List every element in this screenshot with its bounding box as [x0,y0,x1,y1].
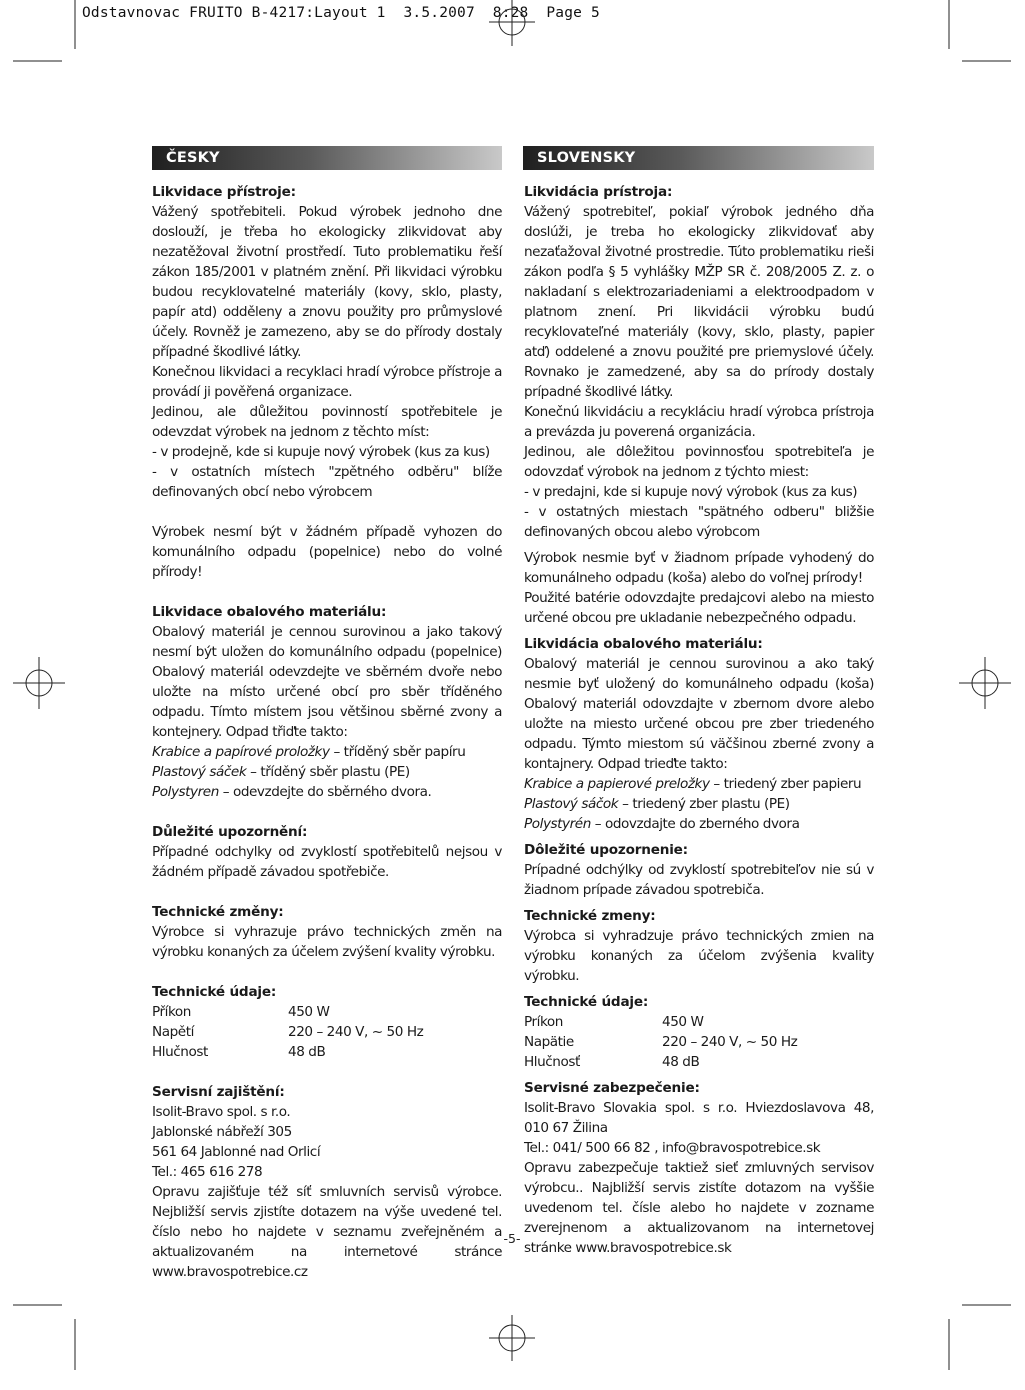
table-row [524,1052,797,1072]
sorting-row [524,794,874,814]
sorting-row [152,782,502,802]
paragraph: Obalový materiál je cennou surovinou a ako taký nesmie byť uložený do komunálneho odpadu (koša) Obalový materiál odovzdajte v zbernom dvore alebo uložte na miesto určené obcou pre zber triedeného odpadu. Týmto miestom sú väčšinou zberné zvony a kontajnery. Odpad trieďte takto: [524,656,874,772]
spec-value: 48 dB [288,1044,326,1060]
paragraph: Jedinou, ale dôležitou povinnosťou spotrebiteľa je odovzdať výrobok na jednom z týchto miest: [524,444,874,480]
paragraph: Výrobek nesmí být v žádném případě vyhozen do komunálního odpadu (popelnice) nebo do volné přírody! [152,524,502,580]
technical-data-table [152,1002,423,1062]
heading-technical-data: Technické údaje: [524,994,649,1010]
address-line: Isolit-Bravo spol. s r.o. [152,1104,291,1120]
heading-disposal: Likvidace přístroje: [152,184,296,200]
table-row [152,1022,423,1042]
spec-label: Napětí [152,1024,194,1040]
paragraph: Výrobce si vyhrazuje právo technických změn na výrobku konaných za účelem zvýšení kvality výrobku. [152,924,502,960]
paragraph: Konečnú likvidáciu a recykláciu hradí výrobca prístroja a prevázda ju poverená organizácia. [524,404,874,440]
section-header-slovak: SLOVENSKY [523,146,874,170]
spec-value: 48 dB [662,1054,700,1070]
sorting-target: – triedený zber papieru [709,776,862,792]
sorting-row [524,774,874,794]
paragraph: Jedinou, ale důležitou povinností spotřebitele je odevzdat výrobek na jednom z těchto míst: [152,404,502,440]
spec-label: Hlučnosť [524,1054,580,1070]
heading-technical-changes: Technické změny: [152,904,284,920]
slovak-column [524,146,874,1258]
paragraph: Případné odchylky od zvyklostí spotřebitelů nejsou v žádném případě závadou spotřebiče. [152,844,502,880]
list-item: - v ostatných miestach "spätného odberu" bližšie definovaných obcou alebo výrobcom [524,504,874,540]
technical-data-table [524,1012,797,1072]
spec-label: Príkon [524,1014,563,1030]
heading-warning: Důležité upozornění: [152,824,308,840]
address-line: Jablonské nábřeží 305 [152,1124,292,1140]
paragraph: Obalový materiál je cennou surovinou a jako takový nesmí být uložen do komunálního odpadu (popelnice) Obalový materiál odevzdejte ve sběrném dvoře nebo uložte na místo určené obcí pro sběr tříděného odpadu. Tímto místem jsou většinou sběrné zvony a kontejnery. Odpad třiďte takto: [152,624,502,740]
registration-mark-bottom [489,1315,535,1361]
list-item: - v ostatních místech "zpětného odběru" blíže definovaných obcí nebo výrobcem [152,464,502,500]
paragraph: Výrobca si vyhradzuje právo technických zmien na výrobku konaných za účelom zvýšenia kvality výrobku. [524,928,874,984]
sorting-target: – odevzdejte do sběrného dvora. [218,784,432,800]
czech-column [152,146,502,1282]
heading-service: Servisní zajištění: [152,1084,285,1100]
print-slug: Odstavnovac FRUITO B-4217:Layout 1 3.5.2007 8:28 Page 5 [82,5,600,21]
table-row [524,1032,797,1052]
spec-value: 450 W [288,1004,330,1020]
sorting-item: Polystyrén [524,816,591,832]
list-item: - v prodejně, kde si kupuje nový výrobek (kus za kus) [152,444,490,460]
table-row [152,1042,423,1062]
heading-technical-data: Technické údaje: [152,984,277,1000]
sorting-item: Polystyren [152,784,219,800]
heading-disposal: Likvidácia prístroja: [524,184,673,200]
paragraph: Konečnou likvidaci a recyklaci hradí výrobce přístroje a provádí ji pověřená organizace. [152,364,502,400]
address-line: Isolit-Bravo Slovakia spol. s r.o. Hviezdoslavova 48, 010 67 Žilina [524,1100,874,1136]
spec-label: Hlučnost [152,1044,208,1060]
phone-line: Tel.: 465 616 278 [152,1164,263,1180]
registration-mark-top [489,0,535,46]
registration-mark-left [13,657,65,709]
heading-technical-changes: Technické zmeny: [524,908,656,924]
table-row [152,1002,423,1022]
heading-packaging: Likvidácia obalového materiálu: [524,636,763,652]
address-line: 561 64 Jablonné nad Orlicí [152,1144,321,1160]
contact-line: Tel.: 041/ 500 66 82 , info@bravospotrebice.sk [524,1140,821,1156]
sorting-row [152,762,502,782]
paragraph: Výrobok nesmie byť v žiadnom prípade vyhodený do komunálneho odpadu (koša) alebo do voľnej prírody! [524,550,874,586]
paragraph: Vážený spotrebiteľ, pokiaľ výrobok jedného dňa doslúži, je treba ho ekologicky zlikvidovať aby nezaťažoval životné prostredie. Túto problematiku rieši zákon podľa § 5 vyhlášky MŽP SR č. 208/2005 Z. z. o nakladaní s elektrozariadeniami a elektroodpadom v platnom znení. Pri likvidácii výrobku budú recyklovateľné materiály (kovy, sklo, plasty, papier atď) oddelené a znovu použité pre priemyslové účely. Rovnako je zamedzené, aby sa do prírody dostaly prípadné škodlivé látky. [524,204,874,400]
heading-warning: Dôležité upozornenie: [524,842,688,858]
paragraph: Opravu zajišťuje též síť smluvních servisů výrobce. Nejbližší servis zjistíte dotazem na výše uvedené tel. číslo nebo ho najdete v seznamu zveřejněném a aktualizovaném na internetové stránce www.bravospotrebice.cz [152,1184,502,1280]
spec-label: Napätie [524,1034,574,1050]
sorting-target: – tříděný sběr papíru [329,744,466,760]
spec-label: Příkon [152,1004,191,1020]
heading-service: Servisné zabezpečenie: [524,1080,700,1096]
sorting-target: – tříděný sběr plastu (PE) [246,764,410,780]
page-number: -5- [503,1231,521,1246]
spec-value: 220 – 240 V, ~ 50 Hz [288,1024,424,1040]
spec-value: 220 – 240 V, ~ 50 Hz [662,1034,798,1050]
section-header-czech: ČESKY [152,146,502,170]
sorting-item: Krabice a papírové proložky [152,744,330,760]
paragraph: Vážený spotřebiteli. Pokud výrobek jednoho dne doslouží, je třeba ho ekologicky zlikvidovat aby nezatěžoval životní prostředí. Tuto problematiku řeší zákon 185/2001 v platném znění. Při likvidaci výrobku budou recyklovatelné materiály (kovy, sklo, plasty, papír atd) odděleny a znovu použity pro průmyslové účely. Rovněž je zamezeno, aby se do přírody dostaly případné škodlivé látky. [152,204,502,360]
sorting-target: – triedený zber plastu (PE) [618,796,790,812]
registration-mark-right [959,657,1011,709]
sorting-row [524,814,874,834]
spec-value: 450 W [662,1014,704,1030]
heading-packaging: Likvidace obalového materiálu: [152,604,387,620]
list-item: - v predajni, kde si kupuje nový výrobok (kus za kus) [524,484,858,500]
paragraph: Prípadné odchýlky od zvyklostí spotrebiteľov nie sú v žiadnom prípade závadou spotrebiča. [524,862,874,898]
sorting-item: Plastový sáčok [524,796,619,812]
paragraph: Použité batérie odovzdajte predajcovi alebo na miesto určené obcou pre ukladanie nebezpečného odpadu. [524,590,874,626]
paragraph: Opravu zabezpečuje taktiež sieť zmluvných servisov výrobcu.. Najbližší servis zistíte dotazom na vyššie uvedenom tel. čísle alebo ho najdete v zozname zverejnenom a aktualizovanom na internetovej stránke www.bravospotrebice.sk [524,1160,874,1256]
sorting-item: Plastový sáček [152,764,247,780]
table-row [524,1012,797,1032]
sorting-target: – odovzdajte do zberného dvora [590,816,800,832]
sorting-item: Krabice a papierové preložky [524,776,710,792]
sorting-row [152,742,502,762]
